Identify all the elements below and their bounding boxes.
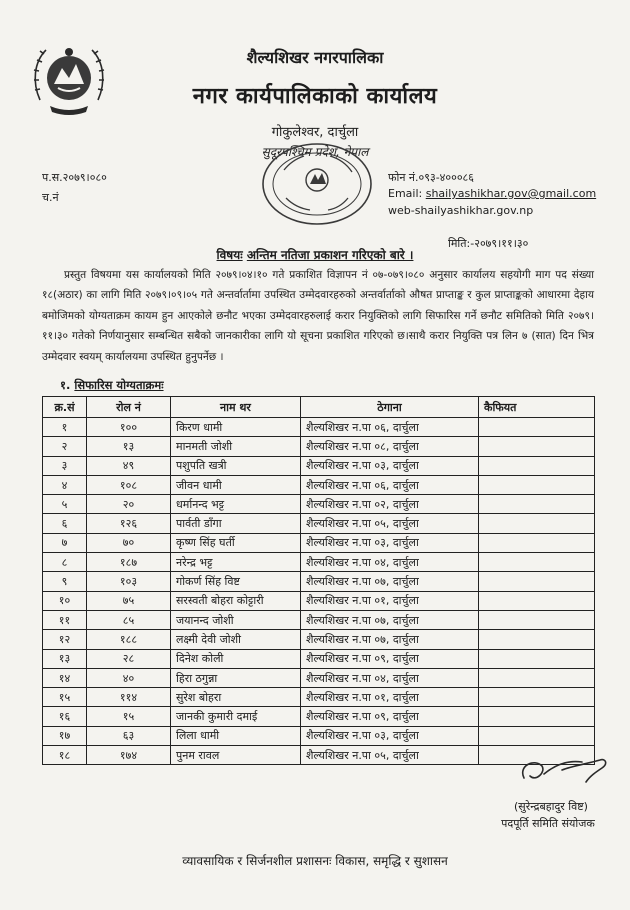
roll-cell: १२६ <box>87 514 171 533</box>
remarks-cell <box>479 707 595 726</box>
header-serial: क्र.सं <box>43 397 87 418</box>
remarks-cell <box>479 456 595 475</box>
table-row <box>43 533 595 552</box>
remarks-cell <box>479 475 595 494</box>
section-title: सिफारिस योग्यताक्रमः <box>74 378 164 392</box>
address-cell: शैल्यशिखर न.पा ०५, दार्चुला <box>301 746 479 765</box>
name-cell: पार्वती डाँगा <box>171 514 301 533</box>
table-row <box>43 553 595 572</box>
website-link[interactable]: web-shailyashikhar.gov.np <box>388 204 534 217</box>
remarks-cell <box>479 688 595 707</box>
serial-cell: १० <box>43 591 87 610</box>
header-name: नाम थर <box>171 397 301 418</box>
table-row <box>43 649 595 668</box>
remarks-cell <box>479 418 595 437</box>
recommendation-table <box>42 396 595 765</box>
name-cell: कृष्ण सिंह घर्ती <box>171 533 301 552</box>
table-row <box>43 437 595 456</box>
phone-number: फोन नं.०९३-४०००८६ <box>388 171 474 184</box>
roll-cell: १३ <box>87 437 171 456</box>
signatory-name: (सुरेन्द्रबहादुर विष्ट) <box>514 800 588 813</box>
serial-cell: ६ <box>43 514 87 533</box>
table-row <box>43 688 595 707</box>
handwritten-signature <box>516 752 612 792</box>
roll-cell: ७० <box>87 533 171 552</box>
remarks-cell <box>479 572 595 591</box>
roll-cell: १८८ <box>87 630 171 649</box>
roll-cell: २० <box>87 495 171 514</box>
remarks-cell <box>479 553 595 572</box>
table-row <box>43 475 595 494</box>
serial-cell: ८ <box>43 553 87 572</box>
name-cell: पुनम रावल <box>171 746 301 765</box>
remarks-cell <box>479 533 595 552</box>
remarks-cell <box>479 668 595 687</box>
email-label: Email: <box>388 187 423 200</box>
remarks-cell <box>479 726 595 745</box>
roll-cell: ७५ <box>87 591 171 610</box>
table-row <box>43 572 595 591</box>
table-row <box>43 591 595 610</box>
notice-date: मिति:-२०७९।११।३० <box>448 237 529 250</box>
address-cell: शैल्यशिखर न.पा ०३, दार्चुला <box>301 533 479 552</box>
name-cell: गोकर्ण सिंह विष्ट <box>171 572 301 591</box>
name-cell: सरस्वती बोहरा कोट्टारी <box>171 591 301 610</box>
serial-cell: १२ <box>43 630 87 649</box>
serial-cell: ९ <box>43 572 87 591</box>
serial-cell: १३ <box>43 649 87 668</box>
serial-cell: २ <box>43 437 87 456</box>
name-cell: नरेन्द्र भट्ट <box>171 553 301 572</box>
table-row <box>43 746 595 765</box>
name-cell: पशुपति खत्री <box>171 456 301 475</box>
dispatch-number: च.नं <box>42 191 59 204</box>
name-cell: मानमती जोशी <box>171 437 301 456</box>
serial-cell: ११ <box>43 610 87 629</box>
address-cell: शैल्यशिखर न.पा ०६, दार्चुला <box>301 475 479 494</box>
serial-cell: ४ <box>43 475 87 494</box>
serial-cell: १६ <box>43 707 87 726</box>
office-stamp-icon <box>258 140 376 228</box>
table-row <box>43 456 595 475</box>
address-cell: शैल्यशिखर न.पा ०८, दार्चुला <box>301 437 479 456</box>
address-cell: शैल्यशिखर न.पा ०४, दार्चुला <box>301 553 479 572</box>
section-number: १. <box>60 378 71 392</box>
serial-cell: १५ <box>43 688 87 707</box>
name-cell: किरण धामी <box>171 418 301 437</box>
name-cell: दिनेश कोली <box>171 649 301 668</box>
table-body <box>43 418 595 765</box>
address-cell: शैल्यशिखर न.पा ०१, दार्चुला <box>301 688 479 707</box>
table-row <box>43 707 595 726</box>
section-heading <box>60 378 164 393</box>
remarks-cell <box>479 649 595 668</box>
table-row <box>43 495 595 514</box>
serial-cell: १८ <box>43 746 87 765</box>
address-cell: शैल्यशिखर न.पा ०९, दार्चुला <box>301 649 479 668</box>
table-row <box>43 418 595 437</box>
address-cell: शैल्यशिखर न.पा ०१, दार्चुला <box>301 591 479 610</box>
header-address: ठेगाना <box>301 397 479 418</box>
address-cell: शैल्यशिखर न.पा ०३, दार्चुला <box>301 456 479 475</box>
roll-cell: १०३ <box>87 572 171 591</box>
remarks-cell <box>479 630 595 649</box>
office-address: गोकुलेश्वर, दार्चुला <box>271 125 359 140</box>
name-cell: लक्ष्मी देवी जोशी <box>171 630 301 649</box>
email-link[interactable]: shailyashikhar.gov@gmail.com <box>425 187 597 200</box>
serial-cell: ७ <box>43 533 87 552</box>
address-cell: शैल्यशिखर न.पा ०६, दार्चुला <box>301 418 479 437</box>
name-cell: जयानन्द जोशी <box>171 610 301 629</box>
remarks-cell <box>479 591 595 610</box>
address-cell: शैल्यशिखर न.पा ०५, दार्चुला <box>301 514 479 533</box>
footer-slogan: व्यावसायिक र सिर्जनशील प्रशासनः विकास, समृद्धि र सुशासन <box>182 854 448 868</box>
serial-cell: १७ <box>43 726 87 745</box>
office-province: सुदूरपश्चिम प्रदेश, नेपाल <box>261 145 369 159</box>
roll-cell: १७४ <box>87 746 171 765</box>
header-roll: रोल नं <box>87 397 171 418</box>
roll-cell: ११४ <box>87 688 171 707</box>
header-remarks: कैफियत <box>479 397 595 418</box>
name-cell: लिला धामी <box>171 726 301 745</box>
table-header-row <box>43 397 595 418</box>
remarks-cell <box>479 514 595 533</box>
table-row <box>43 610 595 629</box>
address-cell: शैल्यशिखर न.पा ०९, दार्चुला <box>301 707 479 726</box>
subject-text: अन्तिम नतिजा प्रकाशन गरिएको बारे । <box>246 248 414 262</box>
roll-cell: १०० <box>87 418 171 437</box>
serial-cell: १४ <box>43 668 87 687</box>
table-row <box>43 726 595 745</box>
reference-number: प.स.२०७९।०८० <box>42 171 107 184</box>
address-cell: शैल्यशिखर न.पा ०४, दार्चुला <box>301 668 479 687</box>
remarks-cell <box>479 437 595 456</box>
name-cell: धर्मानन्द भट्ट <box>171 495 301 514</box>
remarks-cell <box>479 610 595 629</box>
roll-cell: १५ <box>87 707 171 726</box>
address-cell: शैल्यशिखर न.पा ०७, दार्चुला <box>301 572 479 591</box>
table-row <box>43 668 595 687</box>
subject-label: विषयः <box>216 248 243 262</box>
roll-cell: २८ <box>87 649 171 668</box>
roll-cell: १०८ <box>87 475 171 494</box>
roll-cell: ४९ <box>87 456 171 475</box>
serial-cell: ५ <box>43 495 87 514</box>
table-row <box>43 630 595 649</box>
table-row <box>43 514 595 533</box>
name-cell: हिरा ठगुन्ना <box>171 668 301 687</box>
name-cell: जीवन धामी <box>171 475 301 494</box>
address-cell: शैल्यशिखर न.पा ०७, दार्चुला <box>301 610 479 629</box>
address-cell: शैल्यशिखर न.पा ०७, दार्चुला <box>301 630 479 649</box>
subject-line <box>0 246 630 263</box>
office-name: नगर कार्यपालिकाको कार्यालय <box>192 84 438 109</box>
roll-cell: ८५ <box>87 610 171 629</box>
address-cell: शैल्यशिखर न.पा ०२, दार्चुला <box>301 495 479 514</box>
serial-cell: ३ <box>43 456 87 475</box>
signatory-role: पदपूर्ति समिति संयोजक <box>501 817 595 830</box>
remarks-cell <box>479 495 595 514</box>
roll-cell: १८७ <box>87 553 171 572</box>
address-cell: शैल्यशिखर न.पा ०३, दार्चुला <box>301 726 479 745</box>
email-line <box>388 187 596 200</box>
name-cell: सुरेश बोहरा <box>171 688 301 707</box>
roll-cell: ६३ <box>87 726 171 745</box>
roll-cell: ४० <box>87 668 171 687</box>
serial-cell: १ <box>43 418 87 437</box>
municipality-name: शैल्यशिखर नगरपालिका <box>246 48 384 67</box>
notice-body: प्रस्तुत विषयमा यस कार्यालयको मिति २०७९।०४।१० गते प्रकाशित विज्ञापन नं ०७-०७९।०८० अनुसार कार्यालय सहयोगी माग पद संख्या १८(अठार) का लागि मिति २०७९।०९।०५ गते अन्तर्वार्तामा उपस्थित उम्मेदवारहरुको अन्तर्वार्ताको औषत प्राप्ताङ्क र कुल प्राप्ताङ्कको आधारमा देहाय बमोजिमको योग्यताक्रम कायम हुन आएकोले छनौट भएका उम्मेदवारहरुलाई करार नियुक्तिको लागि सिफारिस गर्ने छनौट समितिको मिति २०७९।११।३० गतेको निर्णयानुसार सम्बन्धित सबैको जानकारीका लागि यो सूचना प्रकाशित गरिएको छ।साथै करार नियुक्ति पत्र लिन ७ (सात) दिन भित्र उम्मेदवार स्वयम् कार्यालयमा उपस्थित हुनुपर्नेछ । <box>42 269 594 363</box>
name-cell: जानकी कुमारी दमाई <box>171 707 301 726</box>
